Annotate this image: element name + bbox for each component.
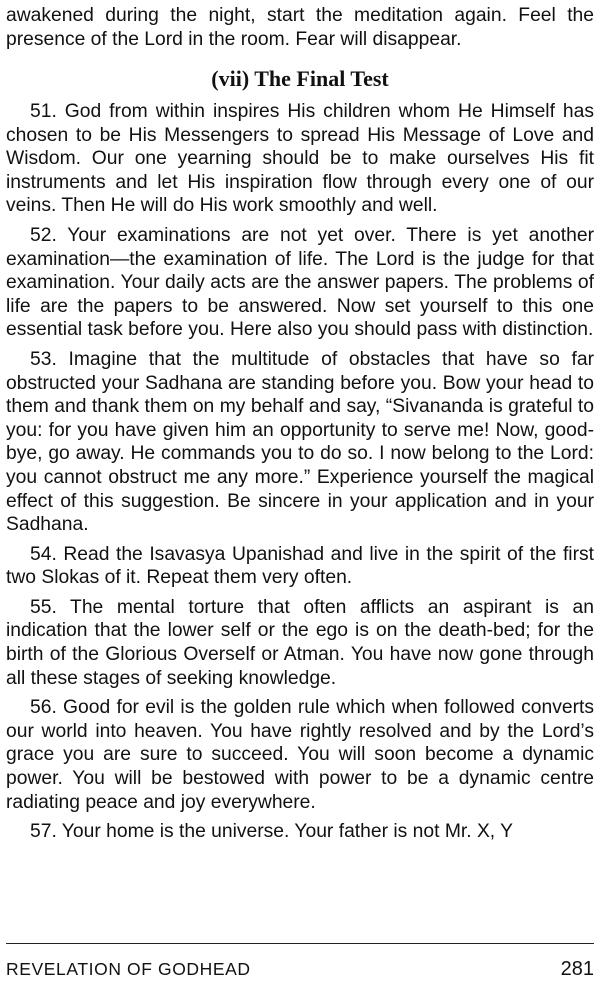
- paragraph-53: 53. Imagine that the multitude of obstacles that have so far obstructed your Sadhana are standing before you. Bow your head to them and thank them on my behalf and say, “Sivananda is grateful to you: for you have given him an opportunity to serve me! Now, good-bye, go away. He commands you to do so. I now belong to the Lord: you cannot obstruct me any more.” Experience yourself the magical effect of this suggestion. Be sincere in your application and in your Sadhana.: [6, 348, 594, 536]
- paragraph-51: 51. God from within inspires His children whom He Himself has chosen to be His Messengers to spread His Message of Love and Wisdom. Our one yearning should be to make ourselves His fit instruments and let His inspiration flow through every one of our veins. Then He will do His work smoothly and well.: [6, 101, 594, 217]
- paragraph-52: 52. Your examinations are not yet over. There is yet another examination—the examination of life. The Lord is the judge for that examination. Your daily acts are the answer papers. The problems of life are the papers to be answered. Now set yourself to this one essential task before you. Here also you should pass with distinction.: [6, 224, 594, 341]
- paragraph-list: [6, 100, 594, 844]
- page-footer: [6, 955, 594, 983]
- page-number: 281: [560, 957, 594, 980]
- paragraph-57: 57. Your home is the universe. Your father is not Mr. X, Y: [30, 821, 514, 843]
- paragraph-54: 54. Read the Isavasya Upanishad and live in the spirit of the first two Slokas of it. Repeat them very often.: [6, 543, 594, 589]
- intro-paragraph: awakened during the night, start the meditation again. Feel the presence of the Lord in the room. Fear will disappear.: [6, 5, 594, 50]
- paragraph-55: 55. The mental torture that often afflicts an aspirant is an indication that the lower self or the ego is on the death-bed; for the birth of the Glorious Overself or Atman. You have now gone through all these stages of seeking knowledge.: [6, 596, 594, 689]
- section-heading: (vii) The Final Test: [211, 66, 389, 91]
- page-body: [6, 0, 594, 844]
- running-title: REVELATION OF GODHEAD: [6, 958, 251, 979]
- footer-divider: [6, 943, 594, 944]
- paragraph-56: 56. Good for evil is the golden rule which when followed converts our world into heaven. You have rightly resolved and by the Lord’s grace you are sure to succeed. You will soon become a dynamic power. You will be bestowed with power to be a dynamic centre radiating peace and joy everywhere.: [6, 697, 594, 813]
